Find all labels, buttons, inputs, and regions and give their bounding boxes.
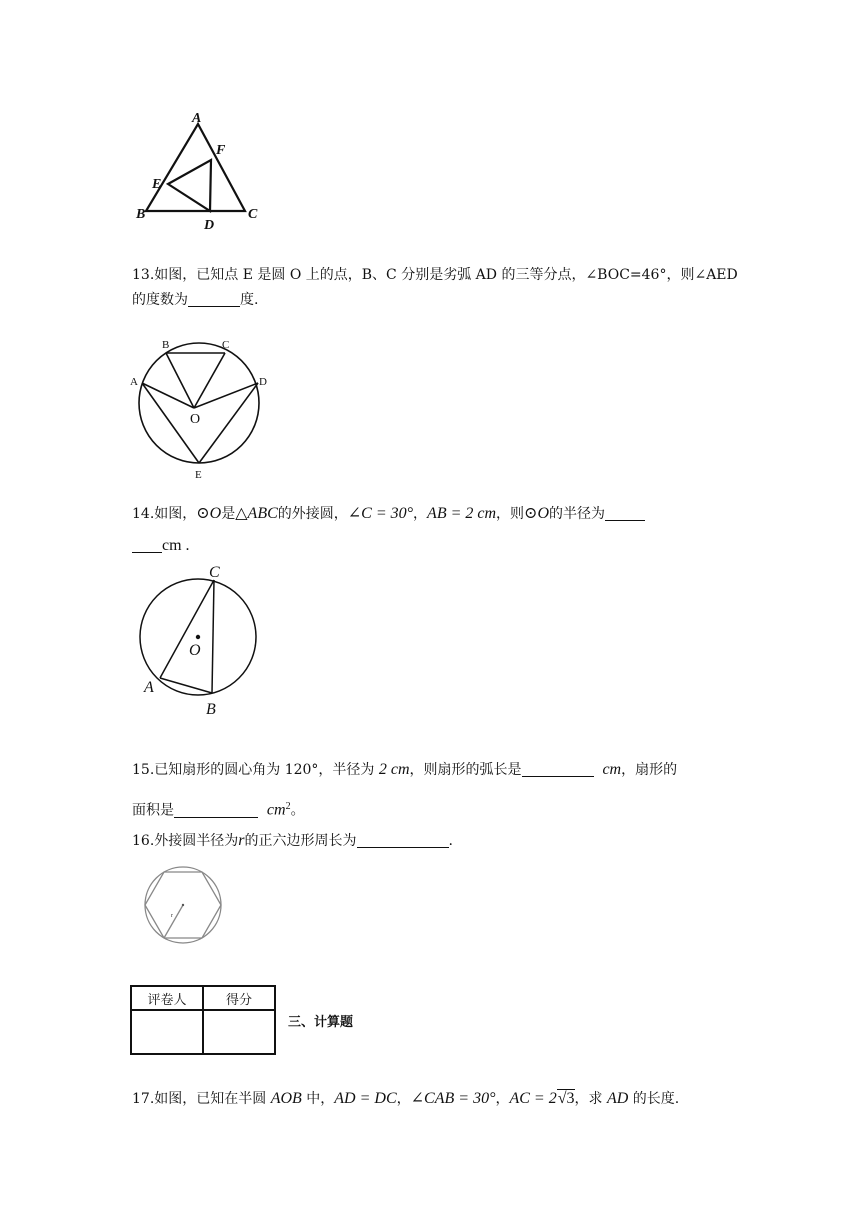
- q13-text: 的度数为: [132, 292, 188, 308]
- question-17: [132, 1087, 679, 1111]
- q17-eq1: AD = DC: [334, 1090, 397, 1107]
- score-table-score-cell[interactable]: [203, 1010, 275, 1054]
- q17-sqrt: [557, 1089, 575, 1107]
- q15-number: 15.: [132, 762, 155, 778]
- q14-triangle-symbol: △ABC: [235, 505, 278, 522]
- question-13-line2: [132, 288, 258, 312]
- q15-text1: 已知扇形的圆心角为 120°，半径为: [154, 762, 379, 778]
- q17-text1: 如图，已知在半圆: [154, 1091, 271, 1107]
- q17-eq3: AC = 2: [509, 1090, 557, 1107]
- q15-radius: 2 cm: [378, 761, 410, 778]
- q13-unit: 度.: [240, 292, 259, 308]
- q16-end: .: [448, 833, 453, 849]
- figure-12-triangle: [132, 110, 262, 235]
- fig13-label-d: D: [259, 376, 267, 388]
- q14-ab: AB = 2 cm: [427, 505, 497, 522]
- score-table: [130, 985, 276, 1055]
- fig16-label-r: r: [171, 913, 173, 919]
- q13-number: 13.: [132, 267, 155, 283]
- section-title: 三、计算题: [288, 1015, 354, 1030]
- q15-text3: ，扇形的: [621, 762, 678, 778]
- q15-unit2: cm: [266, 801, 286, 819]
- q15-text2: ，则扇形的弧长是: [409, 762, 522, 778]
- q15-unit2-sup: 2: [285, 801, 291, 812]
- q14-sep: ，: [413, 506, 428, 522]
- q14-answer-blank-a[interactable]: [605, 504, 645, 521]
- q14-number: 14.: [132, 506, 155, 522]
- fig13-label-b: B: [162, 339, 170, 351]
- q16-number: 16.: [132, 833, 155, 849]
- q17-aob: AOB: [270, 1090, 302, 1107]
- q14-answer-blank-b[interactable]: [132, 536, 162, 553]
- q15-end: 。: [290, 802, 305, 819]
- q15-area-blank[interactable]: [174, 801, 258, 818]
- q14-text1: 如图，: [154, 506, 197, 522]
- fig14-label-o: O: [189, 642, 201, 659]
- fig12-label-e: E: [152, 177, 162, 192]
- question-13: [132, 263, 738, 287]
- fig13-label-c: C: [222, 339, 230, 351]
- figure-13-circle: [126, 335, 271, 480]
- q17-text4: 的长度.: [628, 1091, 680, 1107]
- q14-circle-symbol: ⊙O: [196, 505, 222, 522]
- score-table-grader-header: 评卷人: [131, 986, 203, 1010]
- q17-text3: ，求: [574, 1091, 607, 1107]
- fig14-label-c: C: [209, 564, 220, 581]
- figure-16-hexagon: [138, 860, 228, 950]
- score-table-score-header: 得分: [203, 986, 275, 1010]
- fig12-label-a: A: [192, 111, 202, 126]
- q15-arc-blank[interactable]: [522, 760, 594, 777]
- fig12-label-d: D: [204, 218, 215, 233]
- q17-sep: ，: [396, 1091, 411, 1107]
- q16-text1: 外接圆半径为: [154, 833, 239, 849]
- q17-sqrt-value: 3: [566, 1090, 575, 1107]
- q16-answer-blank[interactable]: [357, 831, 449, 848]
- score-table-grader-cell[interactable]: [131, 1010, 203, 1054]
- q17-text2: 中，: [301, 1091, 335, 1107]
- fig12-label-f: F: [216, 143, 226, 158]
- fig13-label-a: A: [130, 376, 138, 388]
- fig13-label-o: O: [190, 412, 201, 427]
- fig12-label-c: C: [248, 207, 258, 222]
- fig13-label-e: E: [195, 469, 202, 480]
- q15-text4: 面积是: [132, 802, 174, 819]
- q17-number: 17.: [132, 1091, 155, 1107]
- question-15-line2: [132, 795, 305, 823]
- q13-answer-blank[interactable]: [188, 290, 240, 307]
- q15-unit1: cm: [602, 761, 622, 778]
- q17-eq2: ∠CAB = 30°: [410, 1090, 496, 1107]
- q13-line1: 如图，已知点 E 是圆 O 上的点，B、C 分别是劣弧 AD 的三等分点，∠BOC=46°，则∠AED: [154, 267, 738, 283]
- q14-text3: 的外接圆，: [277, 506, 348, 522]
- q16-radius: r: [238, 832, 245, 849]
- question-14-line2: [132, 534, 190, 558]
- figure-14-circle: [130, 562, 270, 720]
- fig14-label-b: B: [206, 701, 216, 718]
- question-16: [132, 829, 453, 853]
- question-14: [132, 502, 645, 526]
- question-15: [132, 758, 677, 782]
- q17-sep2: ，: [495, 1091, 510, 1107]
- fig14-label-a: A: [144, 679, 154, 696]
- q14-text2: 是: [221, 506, 236, 522]
- q14-text5: 的半径为: [549, 506, 606, 522]
- q14-circle-symbol2: ⊙O: [524, 505, 550, 522]
- fig12-label-b: B: [136, 207, 146, 222]
- q14-text4: ，则: [496, 506, 525, 522]
- q17-ad: AD: [606, 1090, 629, 1107]
- q16-text2: 的正六边形周长为: [244, 833, 357, 849]
- sqrt-icon: √: [557, 1090, 567, 1107]
- q14-unit: cm .: [162, 537, 190, 554]
- q14-angle: ∠C = 30°: [347, 505, 414, 522]
